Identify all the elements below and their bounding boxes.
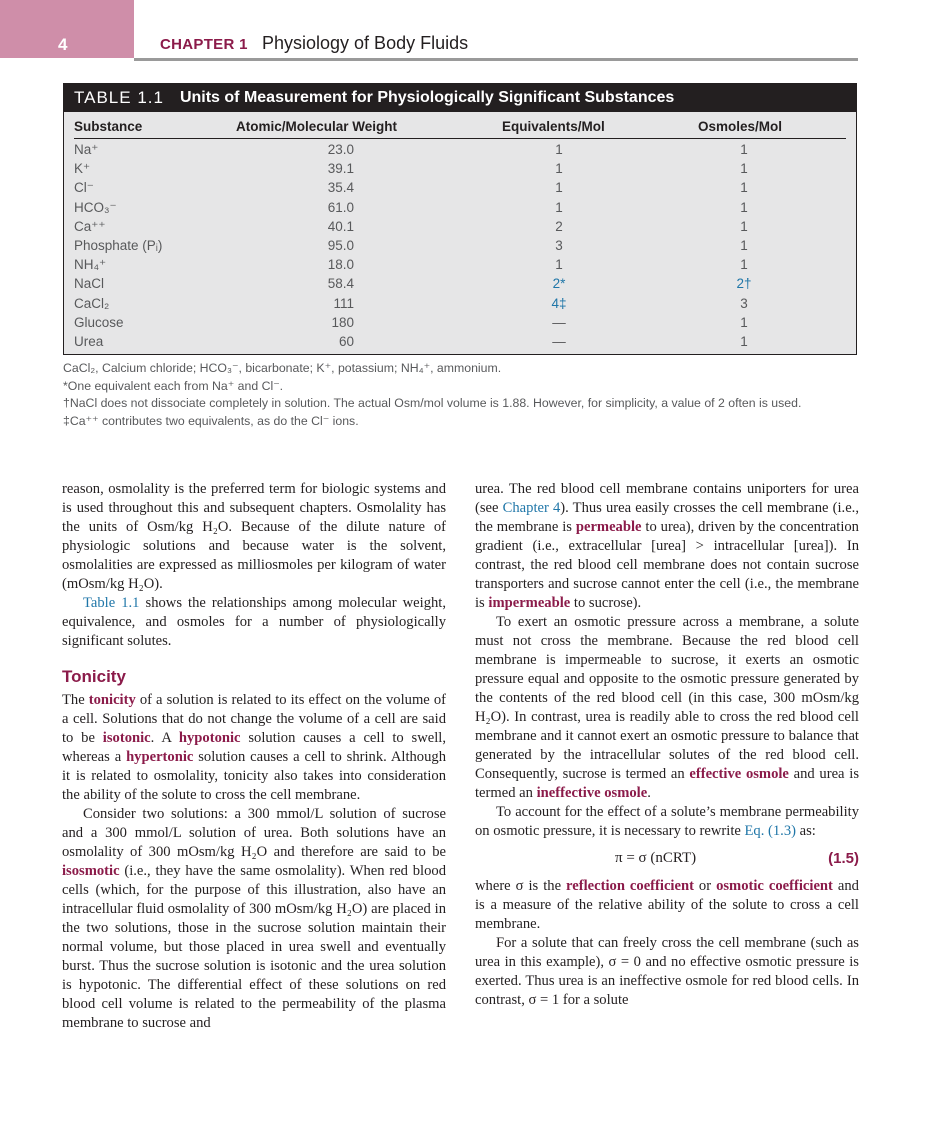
cell-substance: CaCl₂ — [74, 295, 110, 311]
paragraph-text: and is a measure of the relative ability of the solute to cross a cell membrane. — [475, 878, 859, 932]
table-row — [74, 314, 846, 333]
paragraph-text: ). Thus urea easily crosses the cell membrane (i.e., the membrane is — [475, 500, 859, 535]
table-1-1 — [63, 83, 857, 355]
cell-osmoles: 1 — [740, 199, 748, 215]
paragraph-text: to sucrose). — [570, 595, 642, 611]
term-hypotonic: hypotonic — [178, 730, 241, 746]
paragraph-text: To exert an osmotic pressure across a membrane, a solute must not cross the membrane. Because the red blood cell membrane is impermeable to sucrose, it exerts an osmotic pressure equal and opposite to the osmotic pressure generated by the contents of the red blood cell (in this case, 300 mOsm/kg H₂O). In contrast, urea is readily able to cross the red blood cell membrane and it cannot exert an osmotic pressure to balance that generated by the intracellular solutes of the red blood cell. Consequently, sucrose is termed an — [475, 614, 859, 782]
paragraph — [475, 613, 859, 803]
left-column — [62, 480, 446, 1033]
cell-substance: Na⁺ — [74, 142, 99, 157]
header-rule — [134, 58, 858, 61]
cell-equivalents: 1 — [555, 199, 563, 215]
paragraph-text: shows the relationships among molecular weight, equivalence, and osmoles for a number of physiologically significant solutes. — [62, 595, 446, 649]
footnote-abbreviations: CaCl₂, Calcium chloride; HCO₃⁻, bicarbonate; K⁺, potassium; NH₄⁺, ammonium. — [63, 361, 502, 375]
col-header-equivalents: Equivalents/Mol — [502, 119, 605, 134]
footnote-asterisk: *One equivalent each from Na⁺ and Cl⁻. — [63, 378, 284, 393]
cell-osmoles: 1 — [740, 180, 748, 196]
paragraph: reason, osmolality is the preferred term for biologic systems and is used throughout this and subsequent chapters. Osmolality has the units of Osm/kg H₂O. Because of the dilute nature of physiologic solutions and because water is the solvent, osmolalities are expressed as milliosmoles per kilogram of water (mOsm/kg H₂O). — [62, 481, 446, 592]
chapter-label: CHAPTER 1 — [160, 36, 248, 53]
paragraph — [475, 480, 859, 613]
col-header-osmoles: Osmoles/Mol — [698, 119, 783, 134]
section-heading-tonicity: Tonicity — [62, 667, 126, 686]
term-reflection-coefficient: reflection coefficient — [566, 878, 694, 894]
term-isotonic: isotonic — [102, 730, 151, 746]
cell-equivalents: — — [552, 333, 566, 349]
paragraph: For a solute that can freely cross the cell membrane (such as urea in this example), σ = 0 and no effective osmotic pressure is exerted. Thus urea is an ineffective osmole for red blood cells. In contrast, σ = 1 for a solute — [475, 935, 859, 1008]
paragraph — [475, 803, 859, 841]
cell-osmoles: 1 — [740, 257, 748, 273]
paragraph-text: To account for the effect of a solute’s membrane permeability on osmotic pressure, it is necessary to rewrite — [475, 804, 859, 839]
paragraph-text: or — [693, 878, 717, 894]
cell-weight: 111 — [333, 295, 354, 311]
cell-osmoles: 2† — [736, 276, 752, 292]
chapter-4-link[interactable]: Chapter 4 — [502, 500, 561, 516]
table-label: TABLE 1.1 — [74, 88, 164, 107]
page-number: 4 — [58, 35, 68, 54]
table-row — [74, 141, 846, 160]
paragraph-text: as: — [796, 823, 816, 839]
table-title: Units of Measurement for Physiologically Significant Substances — [179, 89, 675, 106]
cell-osmoles: 1 — [740, 218, 748, 234]
cell-osmoles: 1 — [740, 314, 748, 330]
table-body — [74, 141, 846, 352]
paragraph-text: . — [647, 785, 651, 801]
table-row — [74, 237, 846, 256]
cell-substance: K⁺ — [74, 161, 91, 177]
term-hypertonic: hypertonic — [126, 749, 194, 765]
cell-weight: 40.1 — [327, 218, 354, 234]
cell-osmoles: 1 — [740, 161, 748, 177]
cell-equivalents: 1 — [555, 257, 563, 273]
paragraph-text: Consider two solutions: a 300 mmol/L solution of sucrose and a 300 mmol/L solution of urea. Both solutions have an osmolality of 300 mOsm/kg H₂O and therefore are said to be — [62, 806, 446, 860]
cell-equivalents: 2 — [555, 218, 563, 234]
table-row — [74, 199, 846, 218]
table-header-bar — [64, 84, 856, 112]
paragraph-text: solution causes a cell to shrink. Although it is related to osmolality, tonicity also takes into consideration the ability of the solute to cross the cell membrane. — [62, 749, 446, 803]
cell-weight: 18.0 — [327, 257, 354, 273]
cell-substance: Phosphate (Pᵢ) — [74, 237, 163, 253]
paragraph-text: where σ is the — [475, 878, 567, 894]
table-1-1-link[interactable]: Table 1.1 — [83, 595, 140, 611]
cell-weight: 39.1 — [327, 161, 354, 177]
equation-text: π = σ (nCRT) — [615, 850, 697, 866]
cell-osmoles: 1 — [740, 237, 748, 253]
paragraph — [62, 691, 446, 805]
cell-weight: 58.4 — [327, 276, 354, 292]
paragraph-text: and urea is termed an — [475, 766, 859, 801]
term-isosmotic: isosmotic — [62, 863, 120, 879]
cell-substance: NaCl — [74, 276, 105, 292]
term-impermeable: impermeable — [488, 595, 571, 611]
cell-substance: Glucose — [74, 314, 124, 330]
cell-osmoles: 1 — [740, 333, 748, 349]
paragraph-text: . A — [150, 730, 179, 746]
cell-weight: 61.0 — [327, 199, 354, 215]
cell-osmoles: 1 — [740, 142, 748, 157]
table-row — [74, 179, 846, 198]
equation-1-3-link[interactable]: Eq. (1.3) — [744, 823, 796, 839]
table-row — [74, 218, 846, 237]
chapter-title: Physiology of Body Fluids — [262, 33, 469, 53]
table-row — [74, 160, 846, 179]
paragraph — [475, 877, 859, 934]
cell-substance: HCO₃⁻ — [74, 199, 117, 215]
paragraph — [62, 594, 446, 651]
paragraph-text: (i.e., they have the same osmolality). When red blood cells (which, for the purpose of this illustration, also have an intracellular fluid osmolality of 300 mOsm/kg H₂O) are placed in the two solutions, those in the sucrose solution maintain their normal volume, but those placed in urea swell and eventually burst. Thus the sucrose solution is isotonic and the urea solution is hypotonic. The differential effect of these solutions on red blood cell volume is related to the permeability of the plasma membrane to sucrose and — [62, 863, 446, 1031]
cell-weight: 180 — [331, 314, 354, 330]
cell-weight: 60 — [338, 333, 354, 349]
cell-equivalents: 1 — [555, 180, 563, 196]
footnote-double-dagger: ‡Ca⁺⁺ contributes two equivalents, as do the Cl⁻ ions. — [63, 413, 359, 428]
cell-substance: Cl⁻ — [74, 180, 94, 196]
cell-equivalents: 3 — [555, 237, 563, 253]
table-row — [74, 275, 846, 294]
paragraph-text: of a solution is related to its effect on the volume of a cell. Solutions that do not change the volume of a cell are said to be — [62, 692, 446, 746]
cell-substance: NH₄⁺ — [74, 257, 107, 273]
term-permeable: permeable — [575, 519, 642, 535]
equation-number: (1.5) — [828, 850, 859, 867]
paragraph-text: to urea), driven by the concentration gradient (i.e., extracellular [urea] > intracellular [urea]). In contrast, the red blood cell membrane does not contain sucrose transporters and sucrose cannot enter the cell (i.e., the membrane is — [475, 519, 859, 611]
table-row — [74, 333, 846, 352]
cell-equivalents: 1 — [555, 161, 563, 177]
paragraph-text: solution causes a cell to swell, whereas a — [62, 730, 446, 765]
col-header-substance: Substance — [74, 119, 143, 134]
cell-substance: Urea — [74, 333, 104, 349]
table-column-headers — [74, 118, 846, 139]
table-row — [74, 256, 846, 275]
paragraph-text: urea. The red blood cell membrane contains uniporters for urea (see — [475, 481, 859, 516]
term-tonicity: tonicity — [88, 692, 136, 708]
cell-equivalents: — — [552, 314, 566, 330]
term-effective-osmole: effective osmole — [689, 766, 789, 782]
paragraph — [62, 805, 446, 1033]
right-column — [475, 480, 859, 1010]
cell-osmoles: 3 — [740, 295, 748, 311]
cell-equivalents: 2* — [552, 276, 566, 292]
cell-weight: 35.4 — [327, 180, 354, 196]
col-header-weight: Atomic/Molecular Weight — [236, 119, 398, 134]
cell-substance: Ca⁺⁺ — [74, 218, 106, 234]
term-osmotic-coefficient: osmotic coefficient — [716, 878, 833, 894]
table-footnotes — [63, 360, 863, 430]
cell-weight: 95.0 — [327, 237, 354, 253]
term-ineffective-osmole: ineffective osmole — [536, 785, 648, 801]
footnote-dagger: †NaCl does not dissociate completely in solution. The actual Osm/mol volume is 1.88. However, for simplicity, a value of 2 often is used. — [63, 396, 802, 410]
table-row — [74, 295, 846, 314]
cell-equivalents: 4‡ — [551, 295, 567, 311]
cell-weight: 23.0 — [327, 142, 354, 157]
paragraph-text: The — [62, 692, 89, 708]
cell-equivalents: 1 — [555, 142, 563, 157]
equation-1-5 — [475, 849, 859, 873]
